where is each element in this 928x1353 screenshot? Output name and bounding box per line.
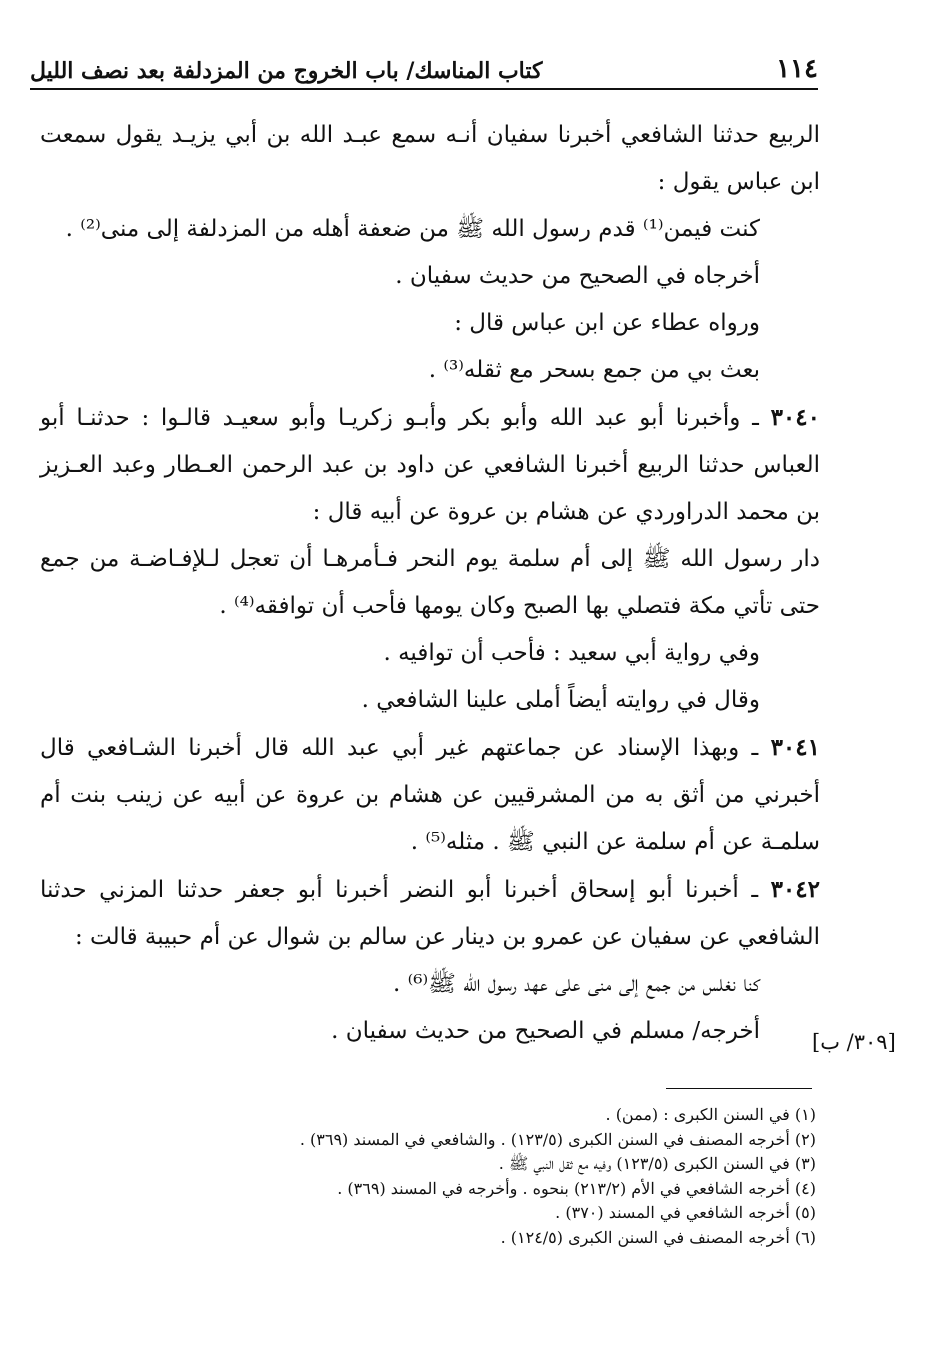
footnote: (١) في السنن الكبرى : (ممن) . <box>605 1105 816 1124</box>
text-paragraph: وفي رواية أبي سعيد : فأحب أن توافيه . <box>383 640 760 666</box>
manuscript-folio-note: [٣٠٩/ ب] <box>812 1030 896 1054</box>
footnote: (٢) أخرجه المصنف في السنن الكبرى (١٢٣/٥) . والشافعي في المسند (٣٦٩) . <box>299 1129 816 1149</box>
main-text <box>40 112 820 1055</box>
hadith-number: ٣٠٤٢ <box>770 876 820 903</box>
page-number: ١١٤ <box>776 54 818 84</box>
footnote: (٤) أخرجه الشافعي في الأم (٢١٣/٢) بنحوه . وأخرجه في المسند (٣٦٩) . <box>337 1178 816 1198</box>
text-paragraph: الربيع حدثنا الشافعي أخبرنا سفيان أنـه سمع عبـد الله بن أبي يزيـد يقول سمعت ابن عباس يقول : <box>40 122 820 195</box>
running-title: كتاب المناسك/ باب الخروج من المزدلفة بعد نصف الليل <box>30 58 543 84</box>
hadith-number: ٣٠٤١ <box>770 734 820 761</box>
footnote: (٣) في السنن الكبرى (١٢٣/٥) وفيه مع ثقل النبي ﷺ . <box>498 1154 816 1173</box>
text-paragraph: أخرجه/ مسلم في الصحيح من حديث سفيان . <box>331 1018 760 1044</box>
hadith-text: ـ أخبرنا أبو إسحاق أخبرنا أبو النضر أخبرنا أبو جعفر حدثنا المزني حدثنا الشافعي عن سفيان عن عمرو بن دينار عن سالم بن شوال عن أم حبيبة قالت : <box>40 877 820 950</box>
hadith-paragraph <box>40 394 820 536</box>
text-paragraph: كنا نغلس من جمع إلى منى على عهد رسول الله ﷺ⁽⁶⁾ . <box>392 971 760 997</box>
hadith-paragraph <box>40 866 820 961</box>
text-paragraph: دار رسول الله ﷺ إلى أم سلمة يوم النحر فـأمرهـا أن تعجل لـلإفـاضـة من جمع حتى تأتي مكة فتصلي بها الصبح وكان يومها فأحب أن توافقه⁽⁴⁾ . <box>40 546 820 619</box>
text-paragraph: ورواه عطاء عن ابن عباس قال : <box>454 310 760 336</box>
text-paragraph: وقال في روايته أيضاً أملى علينا الشافعي . <box>361 687 760 713</box>
text-paragraph: كنت فيمن⁽¹⁾ قدم رسول الله ﷺ من ضعفة أهله من المزدلفة إلى منى⁽²⁾ . <box>65 216 760 242</box>
text-paragraph: بعث بي من جمع بسحر مع ثقله⁽³⁾ . <box>428 357 760 383</box>
text-paragraph: أخرجاه في الصحيح من حديث سفيان . <box>395 263 760 289</box>
hadith-text: ـ وبهذا الإسناد عن جماعتهم غير أبي عبد الله قال أخبرنا الشـافعي قال أخبرني من أثق به من المشرقيين عن هشام بن عروة عن أبيه عن زينب بنت أم سلمـة عن أم سلمة عن النبي ﷺ . مثله⁽⁵⁾ . <box>40 735 820 855</box>
hadith-paragraph <box>40 724 820 866</box>
page-header <box>30 42 818 90</box>
footnotes <box>116 1103 816 1250</box>
footnote: (٥) أخرجه الشافعي في المسند (٣٧٠) . <box>555 1203 816 1222</box>
hadith-text: ـ وأخبرنا أبو عبد الله وأبو بكر وأبـو زكريـا وأبو سعيـد قالـوا : حدثنـا أبو العباس حدثنا الربيع أخبرنا الشافعي عن داود بن عبد الرحمن العـطار وعبد العـزيز بن محمد الدراوردي عن هشام بن عروة عن أبيه قال : <box>40 405 820 525</box>
footnote-divider <box>666 1088 812 1089</box>
hadith-number: ٣٠٤٠ <box>770 404 820 431</box>
footnote: (٦) أخرجه المصنف في السنن الكبرى (١٢٤/٥) . <box>500 1227 816 1247</box>
